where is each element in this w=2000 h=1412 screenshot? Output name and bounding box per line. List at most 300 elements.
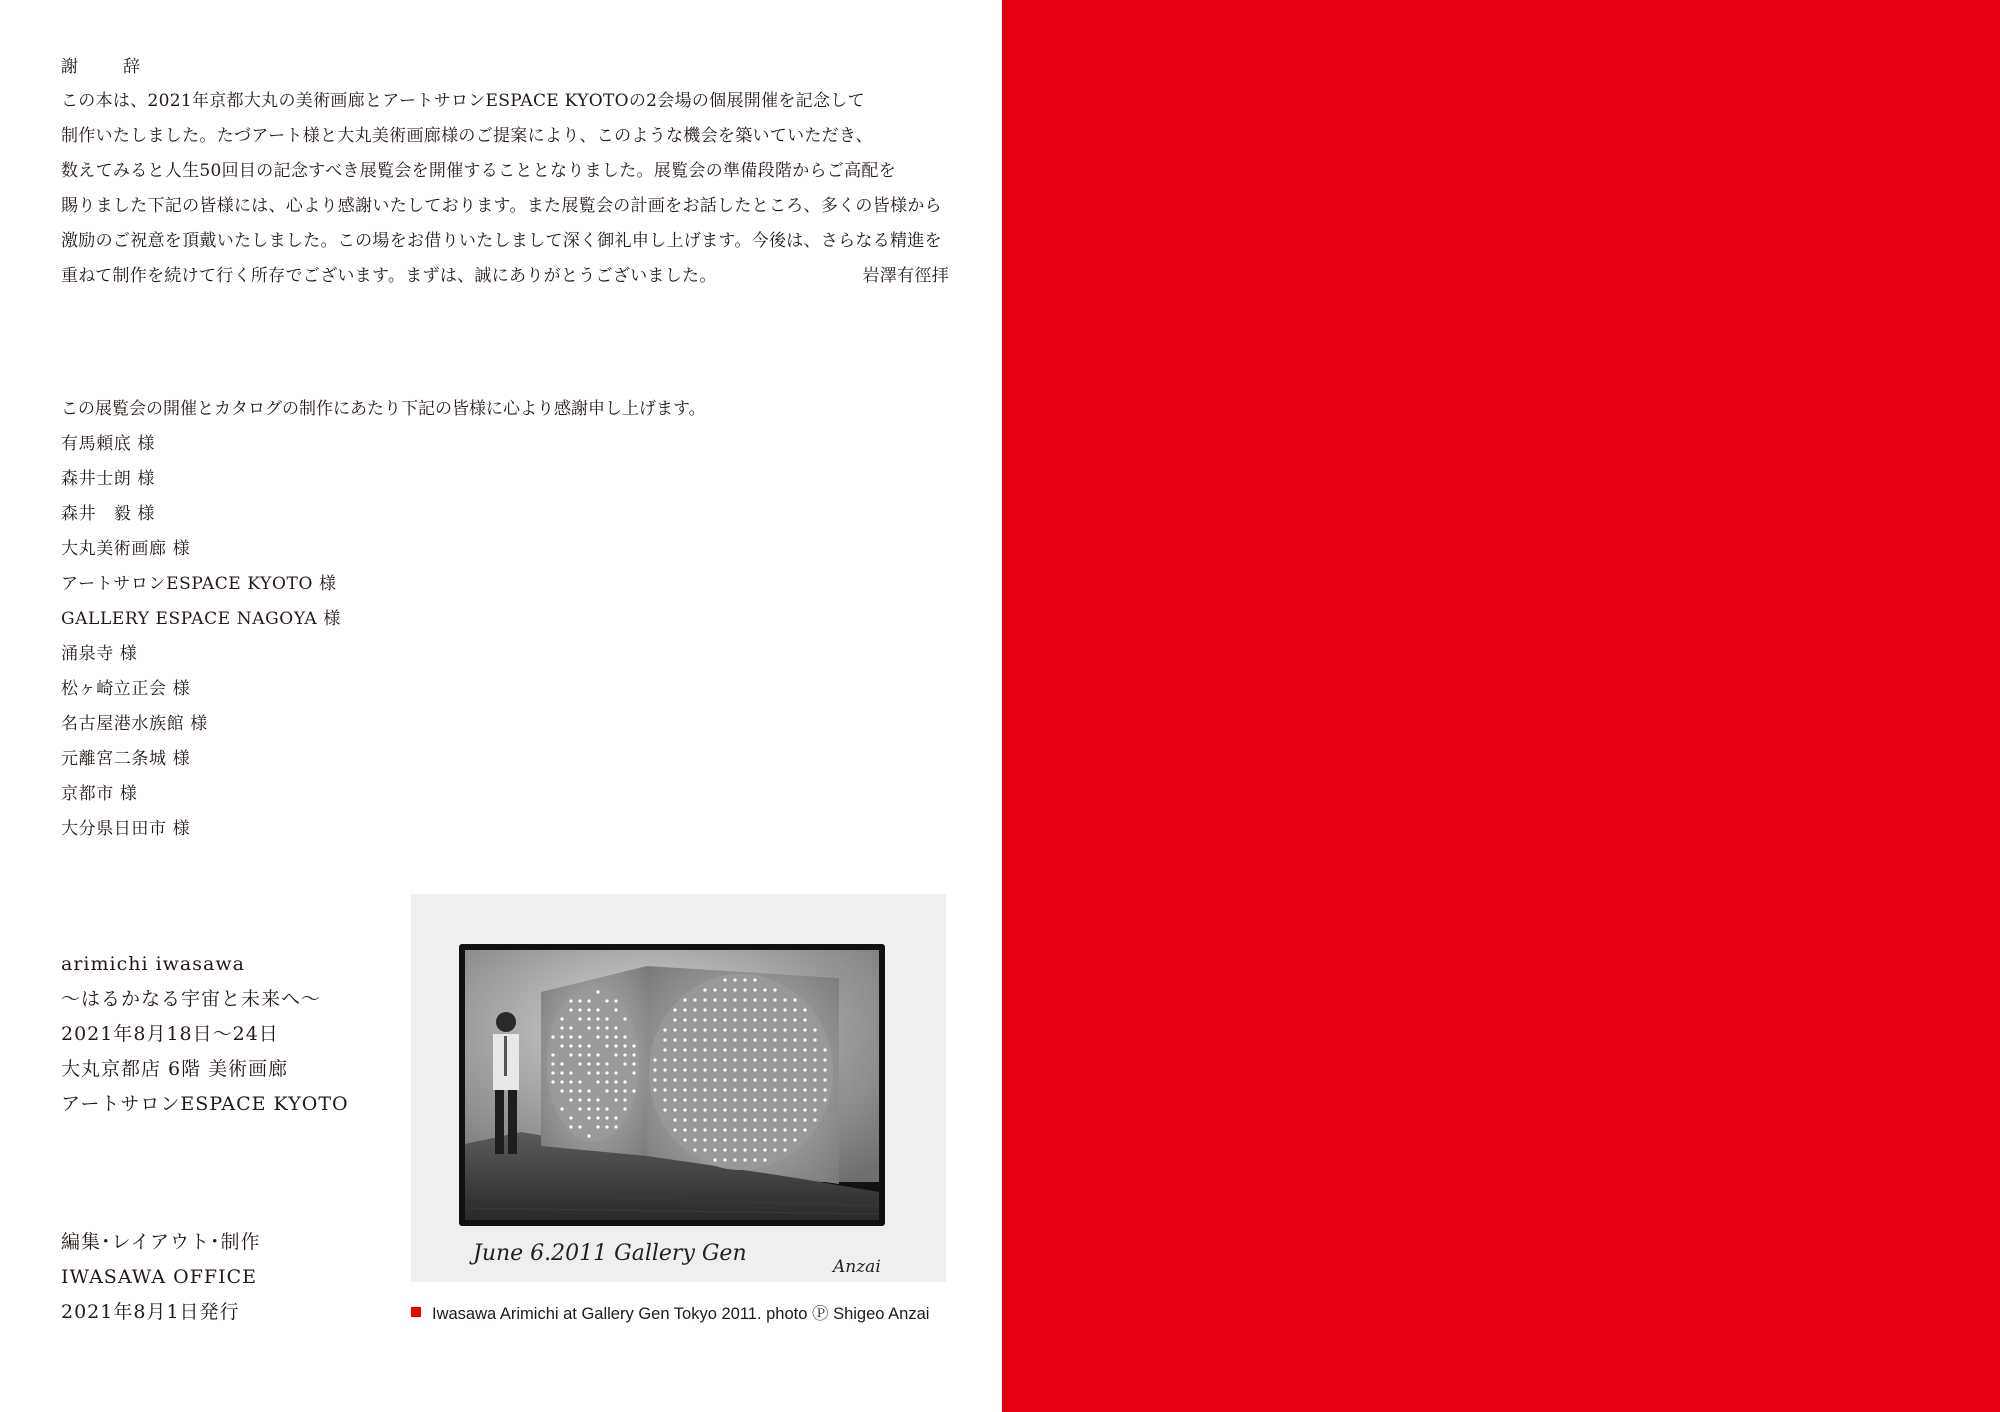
light-dot (587, 1098, 590, 1101)
light-dot (783, 998, 786, 1001)
light-dot (673, 1068, 676, 1071)
colophon-office: IWASAWA OFFICE (61, 1266, 257, 1288)
light-dot (803, 1108, 806, 1111)
light-dot (763, 1038, 766, 1041)
thanks-name: 森井士朗 様 (61, 469, 156, 489)
light-dot (793, 998, 796, 1001)
light-dot (587, 1053, 590, 1056)
light-dot (783, 1068, 786, 1071)
light-dot (743, 988, 746, 991)
light-dot (743, 1088, 746, 1091)
light-dot (683, 1058, 686, 1061)
light-dot (763, 1128, 766, 1131)
light-dot (783, 1078, 786, 1081)
light-dot (793, 1138, 796, 1141)
light-dot (723, 1118, 726, 1121)
light-dot (596, 1008, 599, 1011)
light-dot (693, 1038, 696, 1041)
light-dot (713, 1078, 716, 1081)
photo-caption-text: Iwasawa Arimichi at Gallery Gen Tokyo 2011. photo Ⓟ Shigeo Anzai (432, 1305, 930, 1323)
thanks-name: 京都市 様 (61, 784, 138, 804)
light-dot (753, 1118, 756, 1121)
light-dot (773, 1038, 776, 1041)
light-dot (623, 1107, 626, 1110)
light-dot (605, 1080, 608, 1083)
light-dot (587, 999, 590, 1002)
light-dot (551, 1071, 554, 1074)
light-dot (596, 1107, 599, 1110)
light-dot (605, 1035, 608, 1038)
light-dot (713, 1018, 716, 1021)
light-dot (783, 1028, 786, 1031)
light-dot (693, 1138, 696, 1141)
light-dot (614, 999, 617, 1002)
acknowledgment-line: 激励のご祝意を頂戴いたしました。この場をお借りいたしまして深く御礼申し上げます。今後は、さらなる精進を (61, 231, 942, 251)
colophon (61, 1225, 260, 1330)
light-dot (596, 1080, 599, 1083)
light-dot (773, 1108, 776, 1111)
light-dot (793, 1058, 796, 1061)
light-dot (632, 1071, 635, 1074)
light-dot (773, 998, 776, 1001)
caption-marker-icon (411, 1307, 421, 1317)
light-dot (783, 1038, 786, 1041)
light-dot (596, 1035, 599, 1038)
light-dot (560, 1089, 563, 1092)
light-dot (753, 988, 756, 991)
light-dot (723, 1028, 726, 1031)
light-dot (713, 1088, 716, 1091)
light-dot (743, 1148, 746, 1151)
light-dot (743, 978, 746, 981)
light-dot (753, 1078, 756, 1081)
light-dot (673, 1128, 676, 1131)
light-dot (587, 1044, 590, 1047)
light-dot (713, 1048, 716, 1051)
light-dot (813, 1078, 816, 1081)
light-dot (813, 1058, 816, 1061)
light-dot (614, 1071, 617, 1074)
light-dot (733, 998, 736, 1001)
light-dot (673, 1108, 676, 1111)
light-dot (578, 1125, 581, 1128)
light-dot (703, 1128, 706, 1131)
light-dot (743, 1028, 746, 1031)
light-dot (723, 1138, 726, 1141)
light-dot (605, 999, 608, 1002)
light-dot (587, 1071, 590, 1074)
thanks-name: 涌泉寺 様 (61, 644, 138, 664)
light-dot (605, 1026, 608, 1029)
light-dot (663, 1088, 666, 1091)
light-dot (713, 1128, 716, 1131)
light-dot (733, 1008, 736, 1011)
light-dot (683, 1138, 686, 1141)
light-dot (793, 1078, 796, 1081)
light-dot (793, 1038, 796, 1041)
light-dot (663, 1078, 666, 1081)
light-dot (803, 1038, 806, 1041)
light-dot (793, 1048, 796, 1051)
photo-inscription: June 6.2011 Gallery Gen (473, 1241, 747, 1266)
light-dot (569, 1125, 572, 1128)
light-dot (763, 1098, 766, 1101)
light-dot (813, 1068, 816, 1071)
light-dot (693, 1078, 696, 1081)
light-dot (703, 1068, 706, 1071)
light-dot (823, 1098, 826, 1101)
light-dot (693, 1068, 696, 1071)
light-dot (803, 1068, 806, 1071)
exhibition-artist: arimichi iwasawa (61, 953, 245, 975)
light-dot (587, 1107, 590, 1110)
light-dot (723, 1148, 726, 1151)
light-dot (773, 1118, 776, 1121)
light-dot (733, 988, 736, 991)
light-dot (723, 1008, 726, 1011)
exhibition-info (61, 947, 349, 1122)
light-dot (803, 1058, 806, 1061)
light-dot (803, 1078, 806, 1081)
light-dot (733, 1078, 736, 1081)
light-dot (614, 1125, 617, 1128)
acknowledgment-heading: 謝 辞 (61, 57, 154, 77)
light-dot (803, 1128, 806, 1131)
light-dot (560, 1080, 563, 1083)
light-dot (813, 1038, 816, 1041)
light-dot (569, 1116, 572, 1119)
light-dot (623, 1017, 626, 1020)
light-dot (733, 1058, 736, 1061)
light-dot (683, 1108, 686, 1111)
light-dot (623, 1044, 626, 1047)
light-dot (743, 1118, 746, 1121)
light-dot (753, 1068, 756, 1071)
light-dot (713, 998, 716, 1001)
light-dot (693, 1148, 696, 1151)
light-dot (578, 1080, 581, 1083)
light-dot (753, 1088, 756, 1091)
light-dot (743, 1078, 746, 1081)
light-dot (560, 1107, 563, 1110)
light-dot (813, 1118, 816, 1121)
light-dot (569, 1053, 572, 1056)
exhibition-title: ～はるかなる宇宙と未来へ～ (61, 988, 322, 1010)
light-dot (623, 1080, 626, 1083)
light-dot (683, 1128, 686, 1131)
exhibition-venue: アートサロンESPACE KYOTO (61, 1093, 349, 1115)
light-dot (723, 1018, 726, 1021)
light-dot (673, 1118, 676, 1121)
light-dot (793, 1088, 796, 1091)
light-dot (763, 1068, 766, 1071)
light-dot (703, 1118, 706, 1121)
thanks-name: 松ヶ崎立正会 様 (61, 679, 191, 699)
light-dot (743, 1048, 746, 1051)
acknowledgment-last-line (61, 259, 949, 294)
light-dot (560, 1062, 563, 1065)
light-dot (605, 1116, 608, 1119)
right-page-red (1002, 0, 2000, 1412)
light-dot (823, 1088, 826, 1091)
light-dot (793, 1018, 796, 1021)
light-dot (793, 1118, 796, 1121)
light-dot (733, 1128, 736, 1131)
light-dot (823, 1068, 826, 1071)
light-dot (823, 1048, 826, 1051)
light-dot (753, 1048, 756, 1051)
light-dot (753, 1148, 756, 1151)
light-dot (743, 1098, 746, 1101)
light-dot (614, 1035, 617, 1038)
light-dot (596, 1026, 599, 1029)
light-dot (578, 1089, 581, 1092)
light-dot (723, 1058, 726, 1061)
light-dot (614, 1008, 617, 1011)
light-dot (713, 1058, 716, 1061)
light-dot (632, 1044, 635, 1047)
light-dot (596, 1071, 599, 1074)
light-dot (673, 1098, 676, 1101)
photo-caption (411, 1300, 948, 1324)
light-dot (793, 1068, 796, 1071)
light-dot (587, 1062, 590, 1065)
light-dot (803, 1018, 806, 1021)
light-dot (693, 1098, 696, 1101)
light-dot (813, 1098, 816, 1101)
light-dot (605, 1062, 608, 1065)
light-dot (623, 1098, 626, 1101)
light-dot (723, 988, 726, 991)
light-dot (703, 1148, 706, 1151)
light-dot (733, 1138, 736, 1141)
light-dot (733, 1028, 736, 1031)
light-dot (763, 1088, 766, 1091)
light-dot (743, 1138, 746, 1141)
light-dot (551, 1035, 554, 1038)
light-dot (693, 1018, 696, 1021)
light-dot (783, 1018, 786, 1021)
thanks-name: GALLERY ESPACE NAGOYA 様 (61, 609, 341, 629)
light-dot (763, 1028, 766, 1031)
light-dot (813, 1028, 816, 1031)
light-dot (743, 1128, 746, 1131)
light-dot (560, 1071, 563, 1074)
light-dot (733, 1068, 736, 1071)
light-dot (743, 1018, 746, 1021)
light-dot (605, 1017, 608, 1020)
light-dot (596, 1053, 599, 1056)
light-dot (783, 1048, 786, 1051)
light-dot (632, 1089, 635, 1092)
light-dot (763, 998, 766, 1001)
light-dot (663, 1048, 666, 1051)
light-dot (713, 1098, 716, 1101)
light-dot (653, 1068, 656, 1071)
acknowledgment-line: この本は、2021年京都大丸の美術画廊とアートサロンESPACE KYOTOの2会場の個展開催を記念して (61, 91, 865, 111)
light-dot (703, 1098, 706, 1101)
light-dot (587, 1089, 590, 1092)
exhibition-venue: 大丸京都店 6階 美術画廊 (61, 1058, 289, 1080)
colophon-role: 編集･レイアウト･制作 (61, 1231, 261, 1253)
light-dot (783, 1138, 786, 1141)
light-dot (605, 1107, 608, 1110)
light-dot (733, 1108, 736, 1111)
light-dot (703, 1038, 706, 1041)
light-dot (813, 1108, 816, 1111)
light-dot (783, 1148, 786, 1151)
light-dot (773, 988, 776, 991)
thanks-name: 森井 毅 様 (61, 504, 156, 524)
light-dot (683, 1018, 686, 1021)
light-dot (596, 1125, 599, 1128)
light-dot (632, 1053, 635, 1056)
light-dot (763, 1058, 766, 1061)
light-dot (663, 1038, 666, 1041)
light-dot (569, 1044, 572, 1047)
light-dot (623, 1062, 626, 1065)
light-dot (673, 1028, 676, 1031)
thanks-intro: この展覧会の開催とカタログの制作にあたり下記の皆様に心より感謝申し上げます。 (61, 399, 706, 419)
light-dot (614, 1116, 617, 1119)
light-dot (673, 1038, 676, 1041)
light-dot (773, 1028, 776, 1031)
light-dot (569, 1035, 572, 1038)
light-dot (743, 1038, 746, 1041)
light-dot (783, 1098, 786, 1101)
light-dot (578, 1035, 581, 1038)
light-dot (578, 1044, 581, 1047)
light-dot (614, 1053, 617, 1056)
light-dot (703, 1088, 706, 1091)
light-dot (773, 1068, 776, 1071)
light-dot (743, 998, 746, 1001)
light-dot (763, 1148, 766, 1151)
light-dot (733, 978, 736, 981)
light-dot (753, 1108, 756, 1111)
light-dot (596, 1116, 599, 1119)
light-dot (560, 1035, 563, 1038)
light-dot (605, 1071, 608, 1074)
light-dot (673, 1018, 676, 1021)
light-dot (813, 1088, 816, 1091)
light-dot (569, 999, 572, 1002)
light-dot (683, 1028, 686, 1031)
light-dot (683, 1078, 686, 1081)
colophon-published: 2021年8月1日発行 (61, 1301, 240, 1323)
light-dot (596, 1098, 599, 1101)
light-dot (693, 1088, 696, 1091)
light-dot (723, 1038, 726, 1041)
light-dot (723, 1068, 726, 1071)
acknowledgment-line: 制作いたしました。たづアート様と大丸美術画廊様のご提案により、このような機会を築いていただき、 (61, 126, 873, 146)
thanks-name: 大分県日田市 様 (61, 819, 191, 839)
light-dot (723, 1098, 726, 1101)
light-dot (723, 1078, 726, 1081)
light-dot (723, 1108, 726, 1111)
light-dot (703, 1058, 706, 1061)
light-dot (783, 1108, 786, 1111)
light-dot (783, 1118, 786, 1121)
light-dot (753, 998, 756, 1001)
light-dot (614, 1026, 617, 1029)
light-dot (587, 1017, 590, 1020)
light-dot (551, 1062, 554, 1065)
light-dot (773, 1058, 776, 1061)
light-dot (763, 1138, 766, 1141)
light-dot (803, 1008, 806, 1011)
light-dot (713, 1158, 716, 1161)
light-dot (673, 1048, 676, 1051)
light-dot (773, 1148, 776, 1151)
light-dot (578, 1017, 581, 1020)
light-dot (733, 1048, 736, 1051)
light-dot (614, 1044, 617, 1047)
light-dot (632, 1062, 635, 1065)
light-dot (783, 1008, 786, 1011)
light-dot (653, 1078, 656, 1081)
light-dot (703, 1078, 706, 1081)
light-dot (713, 1148, 716, 1151)
light-dot (713, 1038, 716, 1041)
light-dot (673, 1008, 676, 1011)
light-dot (723, 1158, 726, 1161)
light-dot (773, 1088, 776, 1091)
light-dot (773, 1018, 776, 1021)
light-dot (723, 978, 726, 981)
light-dot (551, 1080, 554, 1083)
light-dot (596, 1062, 599, 1065)
light-dot (753, 1028, 756, 1031)
light-dot (683, 998, 686, 1001)
light-dot (723, 998, 726, 1001)
light-dot (560, 1044, 563, 1047)
light-dot (623, 1035, 626, 1038)
light-dot (793, 1008, 796, 1011)
light-dot (578, 1053, 581, 1056)
light-dot (683, 1118, 686, 1121)
light-dot (673, 1058, 676, 1061)
light-dot (693, 998, 696, 1001)
thanks-name: 名古屋港水族館 様 (61, 714, 208, 734)
light-dot (673, 1078, 676, 1081)
light-dot (663, 1058, 666, 1061)
light-dot (753, 1058, 756, 1061)
light-dot (693, 1118, 696, 1121)
light-dot (793, 1028, 796, 1031)
light-dot (763, 1158, 766, 1161)
light-dot (605, 1089, 608, 1092)
light-dot (653, 1088, 656, 1091)
light-dot (569, 1071, 572, 1074)
light-dot (763, 1078, 766, 1081)
light-dot (578, 1098, 581, 1101)
light-dot (753, 1008, 756, 1011)
light-dot (723, 1128, 726, 1131)
thanks-name: 有馬頼底 様 (61, 434, 156, 454)
light-dot (773, 1098, 776, 1101)
light-dot (783, 1128, 786, 1131)
acknowledgment-line: 数えてみると人生50回目の記念すべき展覧会を開催することとなりました。展覧会の準備段階からご高配を (61, 161, 896, 181)
light-dot (703, 998, 706, 1001)
light-dot (803, 1098, 806, 1101)
light-dot (569, 1008, 572, 1011)
light-dot (578, 1062, 581, 1065)
light-dot (753, 1128, 756, 1131)
light-dot (773, 1128, 776, 1131)
acknowledgment-signature: 岩澤有徑拝 (862, 266, 949, 286)
light-dot (723, 1048, 726, 1051)
